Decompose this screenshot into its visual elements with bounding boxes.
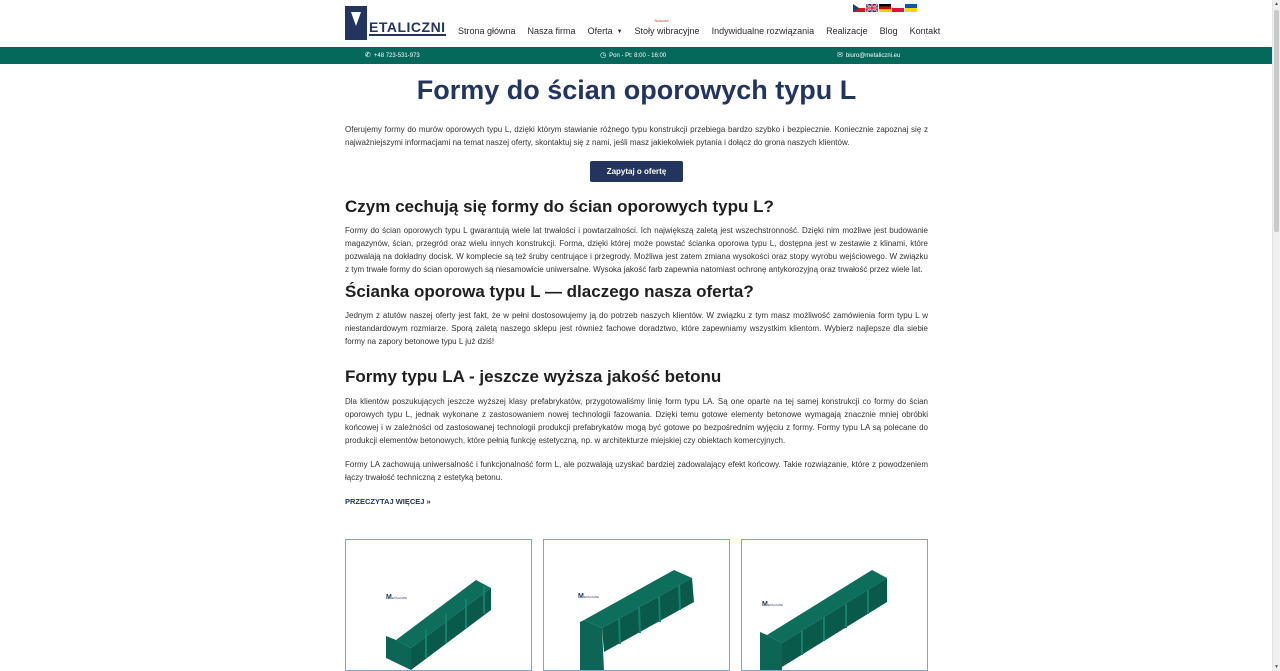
phone-number: +48 723-531-973 (373, 52, 420, 59)
nav-item-realizations[interactable] (826, 26, 868, 36)
svg-text:ETALICZNI: ETALICZNI (584, 595, 600, 599)
svg-text:M: M (762, 601, 768, 608)
l-wall-mold-image (544, 540, 729, 670)
nav-item-custom-solutions[interactable] (712, 26, 815, 36)
read-more-link[interactable] (345, 497, 431, 506)
nav-item-blog[interactable] (880, 26, 898, 36)
czech-flag-icon[interactable] (853, 4, 865, 12)
section-text-why-us: Jednym z atutów naszej oferty jest fakt, że w pełni dostosowujemy ją do potrzeb naszych klientów. W związku z tym masz możliwość zamówienia form typu L w niestandardowym rozmiarze. Sporą zaletą naszego sklepu jest również fachowe doradztwo, które zapewniamy wszystkim klientom. Wybierz najlepsze dla siebie formy na zapory betonowe typu L już dziś! (345, 311, 928, 346)
section-heading-why-us: Ścianka oporowa typu L — dlaczego nasza oferta? (345, 282, 754, 301)
l-wall-mold-image (346, 540, 531, 670)
svg-text:M: M (578, 593, 584, 600)
email-address: biuro@metaliczni.eu (845, 52, 901, 59)
hours-text: Pon - Pt: 8:00 - 16:00 (609, 52, 667, 59)
product-card[interactable] (741, 539, 928, 671)
email-info[interactable] (837, 52, 900, 59)
polish-flag-icon[interactable] (892, 4, 904, 12)
product-card[interactable] (543, 539, 730, 671)
svg-text:ETALICZNI: ETALICZNI (392, 596, 408, 600)
read-more-label: PRZECZYTAJ WIĘCEJ (345, 497, 425, 506)
nav-label: Indywidualne rozwiązania (711, 26, 815, 36)
nav-label: Stoły wibracyjne (634, 26, 700, 36)
uk-flag-icon[interactable] (866, 4, 878, 12)
nav-item-home[interactable] (458, 26, 516, 36)
language-switcher (853, 4, 917, 12)
logo-mark (345, 6, 367, 40)
phone-icon: ✆ (365, 52, 371, 59)
product-card[interactable] (345, 539, 532, 671)
opening-hours (600, 52, 666, 59)
phone-info[interactable] (365, 52, 420, 59)
section-heading-features: Czym cechują się formy do ścian oporowych typu L? (345, 197, 774, 216)
product-cards (345, 539, 928, 671)
scrollbar-thumb[interactable] (1274, 10, 1279, 232)
scroll-down-arrow-icon[interactable]: ▼ (1274, 664, 1279, 670)
section-text-features: Formy do ścian oporowych typu L gwarantują wiele lat trwałości i powtarzalności. Ich największą zaletą jest wszechstronność. Dzięki nim możliwe jest budowanie magazynów, ścian, przegród oraz wielu innych konstrukcji. Forma, dzięki której może powstać ścianka oporowa typu L, dostępna jest w zestawie z klinami, które pozwalają na dokładny docisk. W komplecie są też śruby centrujące i przegrody. Możliwa jest zatem zmiana wysokości oraz stopy wyrobu wejściowego. W związku z tym trwałe formy do ścian oporowych są niesamowicie uniwersalne. Wysoka jakość farb zapewnia natomiast ochronę antykorozyjną oraz trwałość przez wiele lat. (345, 226, 928, 274)
nav-item-company[interactable] (528, 26, 576, 36)
intro-paragraph: Oferujemy formy do murów oporowych typu L, dzięki którym stawianie różnego typu konstrukcji przebiega bardzo szybko i bezpiecznie. Koniecznie zapoznaj się z najważniejszymi informacjami na temat naszej oferty, skontaktuj się z nami, jeśli masz jakiekolwiek pytania i dołącz do grona naszych klientów. (345, 125, 928, 147)
double-chevron-right-icon: » (426, 497, 431, 506)
section-text-la-forms: Dla klientów poszukujących jeszcze wyższej klasy prefabrykatów, przygotowaliśmy linię form typu LA. Są one oparte na tej samej konstrukcji co formy do ścian oporowych typu L, jednak wykonane z zastosowaniem nowej technologii fazowania. Dzięki temu gotowe elementy betonowe wymagają znacznie mniej obróbki końcowej i w zależności od zastosowanej technologii produkcji prefabrykatów mogą być gotowe po bezpośrednim wyjęciu z formy. Formy typu LA są polecane do produkcji elementów betonowych, które pełnią funkcję estetyczną, np. w architekturze miejskiej czy obiektach komercyjnych. (345, 397, 928, 445)
svg-text:M: M (386, 594, 392, 601)
page-scrollbar[interactable] (1272, 0, 1280, 671)
section-text-la-forms-2: Formy LA zachowują uniwersalność i funkcjonalność form L, ale pozwalają uzyskać bardziej zadowalający efekt końcowy. Takie rozwiązanie, które z powodzeniem łączy trwałość techniczną z estetyką betonu. (345, 460, 928, 482)
main-navigation (458, 18, 952, 36)
clock-icon: ◷ (600, 52, 607, 59)
german-flag-icon[interactable] (879, 4, 891, 12)
nav-label: Oferta (587, 26, 613, 36)
envelope-icon: ✉ (837, 52, 843, 59)
company-logo[interactable] (345, 6, 449, 40)
section-heading-la-forms: Formy typu LA - jeszcze wyższa jakość betonu (345, 367, 722, 386)
svg-text:ETALICZNI: ETALICZNI (768, 603, 784, 607)
nav-item-contact[interactable] (910, 26, 941, 36)
ukraine-flag-icon[interactable] (905, 4, 917, 12)
nav-label: Blog (879, 26, 898, 36)
main-content (0, 64, 1273, 671)
nav-label: Realizacje (826, 26, 868, 36)
contact-info-bar (0, 47, 1273, 64)
logo-text: ETALICZNI (369, 19, 446, 35)
site-header (0, 0, 1280, 47)
nav-label: Strona główna (458, 26, 516, 36)
nav-item-vibrating-tables[interactable] (634, 18, 700, 36)
nav-item-offer[interactable] (588, 26, 623, 36)
caret-down-icon: ▼ (616, 29, 623, 35)
new-badge: Nowość (654, 18, 669, 23)
scroll-up-arrow-icon[interactable]: ▲ (1274, 1, 1279, 7)
nav-label: Nasza firma (527, 26, 576, 36)
ask-for-offer-button[interactable]: Zapytaj o ofertę (590, 161, 684, 182)
page-title: Formy do ścian oporowych typu L (416, 75, 857, 105)
l-wall-mold-image (742, 540, 927, 670)
nav-label: Kontakt (909, 26, 941, 36)
